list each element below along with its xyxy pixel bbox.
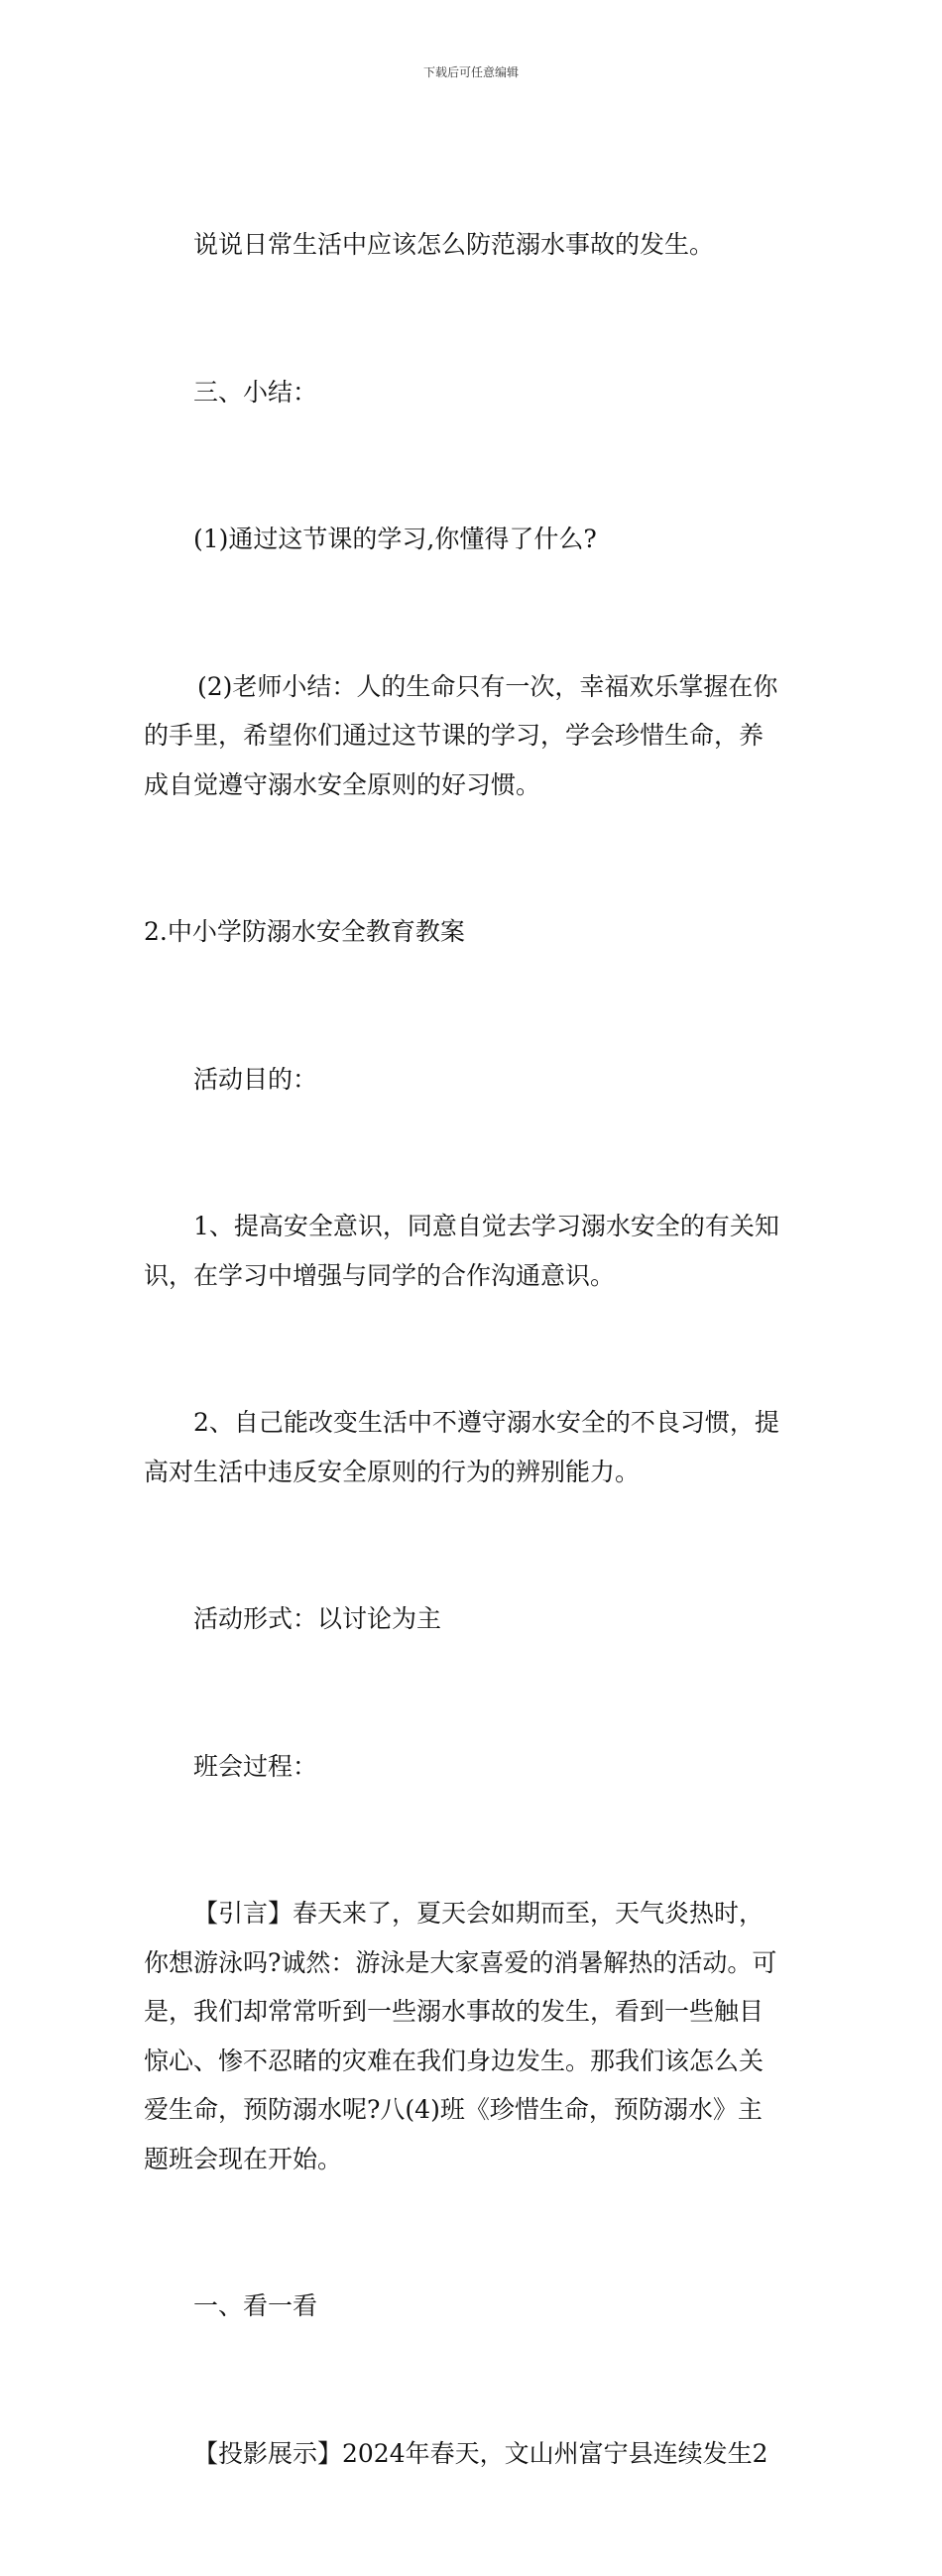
paragraph-activity-format: 活动形式：以讨论为主	[193, 1604, 442, 1633]
paragraph-introduction: 【引言】春天来了，夏天会如期而至，天气炎热时， 你想游泳吗?诚然：游泳是大家喜爱的消暑解热的活动。可 是，我们却常常听到一些溺水事故的发生，看到一些触目 惊心、惨不忍睹的灾难在我们身边发生。那我们该怎么关 爱生命，预防溺水呢?八(4)班《珍惜生命，预防溺水》主 题班会现在开始。	[144, 1899, 777, 2173]
paragraph-goal-1: 1、提高安全意识，同意自觉去学习溺水安全的有关知 识，在学习中增强与同学的合作沟通意识。	[144, 1212, 779, 1290]
paragraph-projection-display: 【投影展示】2024年春天，文山州富宁县连续发生2	[193, 2438, 768, 2468]
document-body	[144, 122, 803, 2576]
section-heading-activity-goals: 活动目的：	[193, 1064, 318, 1094]
document-title-lesson-plan: 2.中小学防溺水安全教育教案	[144, 917, 465, 946]
section-heading-meeting-process: 班会过程：	[193, 1751, 318, 1781]
paragraph-summary-question: (1)通过这节课的学习,你懂得了什么?	[193, 525, 597, 553]
section-heading-summary: 三、小结：	[193, 377, 318, 407]
paragraph-drowning-prevention-discussion: 说说日常生活中应该怎么防范溺水事故的发生。	[193, 230, 715, 259]
section-heading-look: 一、看一看	[193, 2291, 318, 2320]
page-header: 下载后可任意编辑	[422, 65, 519, 79]
paragraph-teacher-summary: (2)老师小结：人的生命只有一次，幸福欢乐掌握在你 的手里，希望你们通过这节课的学习，学会珍惜生命，养 成自觉遵守溺水安全原则的好习惯。	[144, 671, 778, 799]
paragraph-goal-2: 2、自己能改变生活中不遵守溺水安全的不良习惯，提 高对生活中违反安全原则的行为的辨别能力。	[144, 1408, 779, 1486]
